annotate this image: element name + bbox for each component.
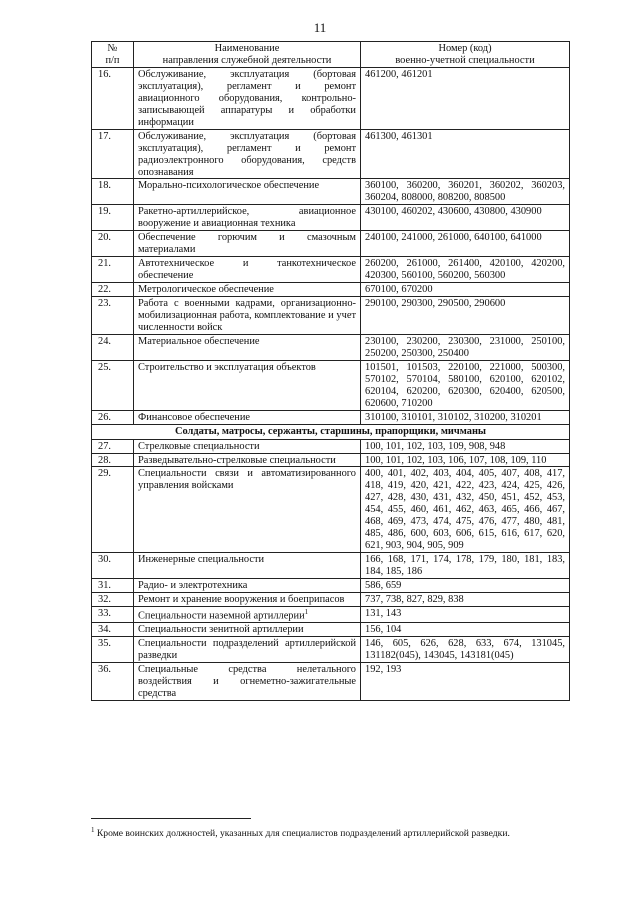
- row-number-text: 35.: [98, 638, 111, 650]
- row-direction-text: Морально-психологическое обеспечение: [138, 180, 320, 192]
- row-codes: [361, 467, 570, 553]
- row-number: [92, 663, 134, 701]
- row-codes-text: 360100, 360200, 360201, 360202, 360203, 360204, 808000, 808200, 808500: [365, 180, 565, 204]
- row-direction: [134, 663, 361, 701]
- row-direction: [134, 623, 361, 637]
- row-direction: [134, 283, 361, 297]
- row-codes-text: 101501, 101503, 220100, 221000, 500300, 570102, 570104, 580100, 620100, 620102, 620104, 620200, 620300, 620400, 620500, 620600, 710200: [365, 361, 565, 409]
- row-number-text: 31.: [98, 580, 111, 592]
- row-number-text: 25.: [98, 361, 111, 373]
- row-codes: [361, 579, 570, 593]
- table-header-row: [92, 42, 570, 68]
- row-codes-text: 230100, 230200, 230300, 231000, 250100, 250200, 250300, 250400: [365, 335, 565, 359]
- row-direction-text: Инженерные специальности: [138, 554, 265, 566]
- row-codes: [361, 623, 570, 637]
- table-row: [92, 334, 570, 360]
- row-direction: [134, 467, 361, 553]
- footnote-reference: 1: [304, 607, 309, 616]
- row-number: [92, 410, 134, 424]
- row-codes: [361, 297, 570, 335]
- row-direction: [134, 410, 361, 424]
- row-codes: [361, 179, 570, 205]
- row-codes-text: 430100, 460202, 430600, 430800, 430900: [365, 206, 542, 218]
- table-row: [92, 439, 570, 453]
- table-row: [92, 663, 570, 701]
- row-number-text: 18.: [98, 180, 111, 192]
- table-row: [92, 360, 570, 410]
- table-row: [92, 592, 570, 606]
- footnote-divider: [91, 818, 251, 819]
- row-codes: [361, 231, 570, 257]
- specialties-table: [91, 41, 570, 701]
- row-codes-text: 131, 143: [365, 607, 402, 619]
- table-row: [92, 606, 570, 622]
- row-direction: [134, 579, 361, 593]
- table-row: [92, 637, 570, 663]
- table-body-officers: [92, 67, 570, 424]
- row-number-text: 23.: [98, 298, 111, 310]
- row-codes: [361, 592, 570, 606]
- row-direction-text: Ремонт и хранение вооружения и боеприпасов: [138, 593, 345, 605]
- row-direction-text: Работа с военными кадрами, организационно-мобилизационная работа, комплектование и учет численности войск: [138, 298, 356, 333]
- row-number-text: 17.: [98, 130, 111, 142]
- section-row: [92, 424, 570, 439]
- row-direction: [134, 129, 361, 179]
- row-direction-text: Автотехническое и танкотехническое обеспечение: [138, 258, 356, 282]
- row-codes-text: 260200, 261000, 261400, 420100, 420200, 420300, 560100, 560200, 560300: [365, 258, 565, 282]
- row-number: [92, 637, 134, 663]
- row-direction: [134, 205, 361, 231]
- footnote-mark: 1: [91, 826, 95, 834]
- row-codes-text: 290100, 290300, 290500, 290600: [365, 298, 506, 310]
- row-number: [92, 205, 134, 231]
- row-codes-text: 586, 659: [365, 580, 402, 592]
- row-codes: [361, 410, 570, 424]
- row-number: [92, 467, 134, 553]
- table-section: [92, 424, 570, 439]
- row-number-text: 28.: [98, 454, 111, 466]
- row-number-text: 22.: [98, 284, 111, 296]
- row-number-text: 19.: [98, 206, 111, 218]
- row-direction: [134, 606, 361, 622]
- row-number-text: 27.: [98, 440, 111, 452]
- row-number-text: 26.: [98, 411, 111, 423]
- row-codes: [361, 606, 570, 622]
- row-number: [92, 67, 134, 129]
- header-code-line2: военно-учетной специальности: [395, 54, 535, 66]
- row-number-text: 33.: [98, 607, 111, 619]
- header-number: [92, 42, 134, 68]
- row-direction-text: Специальности зенитной артиллерии: [138, 624, 304, 636]
- row-number: [92, 231, 134, 257]
- table-row: [92, 579, 570, 593]
- row-number: [92, 297, 134, 335]
- row-direction-text: Строительство и эксплуатация объектов: [138, 361, 316, 373]
- table-row: [92, 467, 570, 553]
- row-direction: [134, 360, 361, 410]
- row-direction: [134, 231, 361, 257]
- row-number-text: 16.: [98, 68, 111, 80]
- header-number-line2: п/п: [105, 54, 120, 66]
- row-direction-text: Специальности наземной артиллерии: [138, 610, 305, 622]
- row-codes: [361, 67, 570, 129]
- row-number-text: 36.: [98, 664, 111, 676]
- row-number: [92, 129, 134, 179]
- row-direction-text: Специальности связи и автоматизированного управления войсками: [138, 468, 356, 492]
- row-direction: [134, 439, 361, 453]
- row-codes: [361, 129, 570, 179]
- footnote-text: Кроме воинских должностей, указанных для специалистов подразделений артиллерийской разведки.: [94, 828, 510, 840]
- table-row: [92, 129, 570, 179]
- row-direction: [134, 179, 361, 205]
- table-row: [92, 257, 570, 283]
- row-number-text: 21.: [98, 258, 111, 270]
- row-direction: [134, 453, 361, 467]
- table-row: [92, 231, 570, 257]
- table-row: [92, 205, 570, 231]
- row-number: [92, 592, 134, 606]
- row-direction-text: Финансовое обеспечение: [138, 411, 250, 423]
- row-direction-text: Специальности подразделений артиллерийской разведки: [138, 638, 356, 662]
- row-codes-text: 100, 101, 102, 103, 109, 908, 948: [365, 440, 506, 452]
- row-direction-text: Метрологическое обеспечение: [138, 284, 274, 296]
- row-codes: [361, 283, 570, 297]
- row-codes-text: 400, 401, 402, 403, 404, 405, 407, 408, 417, 418, 419, 420, 421, 422, 423, 424, 425, 426, 427, 428, 430, 431, 432, 450, 451, 452, 453, 454, 455, 460, 461, 462, 463, 465, 466, 467, 468, 469, 473, 474, 475, 476, 477, 480, 481, 485, 486, 600, 603, 606, 615, 616, 617, 620, 621, 903, 904, 905, 909: [365, 468, 565, 552]
- table-row: [92, 453, 570, 467]
- row-number: [92, 283, 134, 297]
- row-direction-text: Обеспечение горючим и смазочным материалами: [138, 232, 356, 256]
- row-direction-text: Ракетно-артиллерийское, авиационное вооружение и авиационная техника: [138, 206, 356, 230]
- header-number-line1: №: [107, 43, 118, 54]
- row-codes-text: 461200, 461201: [365, 68, 433, 80]
- header-code-line1: Номер (код): [438, 43, 492, 54]
- row-codes-text: 156, 104: [365, 624, 402, 636]
- row-codes: [361, 439, 570, 453]
- row-codes-text: 240100, 241000, 261000, 640100, 641000: [365, 232, 542, 244]
- table-row: [92, 67, 570, 129]
- table-row: [92, 553, 570, 579]
- row-number: [92, 623, 134, 637]
- row-number: [92, 453, 134, 467]
- row-number: [92, 579, 134, 593]
- row-number: [92, 606, 134, 622]
- row-direction-text: Стрелковые специальности: [138, 440, 260, 452]
- row-direction-text: Разведывательно-стрелковые специальности: [138, 454, 336, 466]
- row-codes-text: 100, 101, 102, 103, 106, 107, 108, 109, 110: [365, 454, 547, 466]
- row-codes: [361, 637, 570, 663]
- header-direction: [134, 42, 361, 68]
- table-row: [92, 297, 570, 335]
- row-number: [92, 257, 134, 283]
- row-number-text: 32.: [98, 593, 111, 605]
- row-direction: [134, 592, 361, 606]
- row-number: [92, 360, 134, 410]
- row-codes-text: 461300, 461301: [365, 130, 433, 142]
- row-number-text: 34.: [98, 624, 111, 636]
- table-row: [92, 623, 570, 637]
- row-number: [92, 553, 134, 579]
- row-direction: [134, 334, 361, 360]
- row-direction: [134, 297, 361, 335]
- row-codes: [361, 663, 570, 701]
- row-number: [92, 334, 134, 360]
- table-row: [92, 283, 570, 297]
- row-number-text: 29.: [98, 468, 111, 480]
- table-row: [92, 179, 570, 205]
- row-direction: [134, 637, 361, 663]
- row-direction-text: Обслуживание, эксплуатация (бортовая эксплуатация), регламент и ремонт авиационного оборудования, контрольно-записывающей аппаратуры и обработки информации: [138, 68, 356, 128]
- row-direction-text: Специальные средства нелетального воздействия и огнеметно-зажигательные средства: [138, 664, 356, 700]
- footnote: [91, 826, 591, 839]
- row-codes: [361, 553, 570, 579]
- row-codes: [361, 453, 570, 467]
- row-direction: [134, 67, 361, 129]
- page-number: 11: [313, 20, 327, 35]
- table-body-soldiers: [92, 439, 570, 701]
- row-codes: [361, 257, 570, 283]
- row-codes-text: 310100, 310101, 310102, 310200, 310201: [365, 411, 542, 423]
- row-number: [92, 439, 134, 453]
- header-direction-line1: Наименование: [214, 43, 280, 54]
- row-codes-text: 670100, 670200: [365, 284, 433, 296]
- row-codes: [361, 205, 570, 231]
- header-code: [361, 42, 570, 68]
- row-direction: [134, 553, 361, 579]
- row-number-text: 20.: [98, 232, 111, 244]
- row-direction-text: Радио- и электротехника: [138, 580, 248, 592]
- row-codes-text: 146, 605, 626, 628, 633, 674, 131045, 131182(045), 143045, 143181(045): [365, 638, 565, 662]
- row-codes-text: 166, 168, 171, 174, 178, 179, 180, 181, 183, 184, 185, 186: [365, 554, 565, 578]
- header-direction-line2: направления служебной деятельности: [162, 54, 332, 66]
- row-direction-text: Материальное обеспечение: [138, 335, 260, 347]
- row-number: [92, 179, 134, 205]
- row-codes: [361, 360, 570, 410]
- section-title: Солдаты, матросы, сержанты, старшины, прапорщики, мичманы: [92, 424, 570, 439]
- row-number-text: 30.: [98, 554, 111, 566]
- row-codes: [361, 334, 570, 360]
- row-direction: [134, 257, 361, 283]
- table-row: [92, 410, 570, 424]
- row-codes-text: 192, 193: [365, 664, 402, 676]
- row-number-text: 24.: [98, 335, 111, 347]
- row-direction-text: Обслуживание, эксплуатация (бортовая эксплуатация), регламент и ремонт радиоэлектронного оборудования, средств опознавания: [138, 130, 356, 178]
- row-codes-text: 737, 738, 827, 829, 838: [365, 593, 464, 605]
